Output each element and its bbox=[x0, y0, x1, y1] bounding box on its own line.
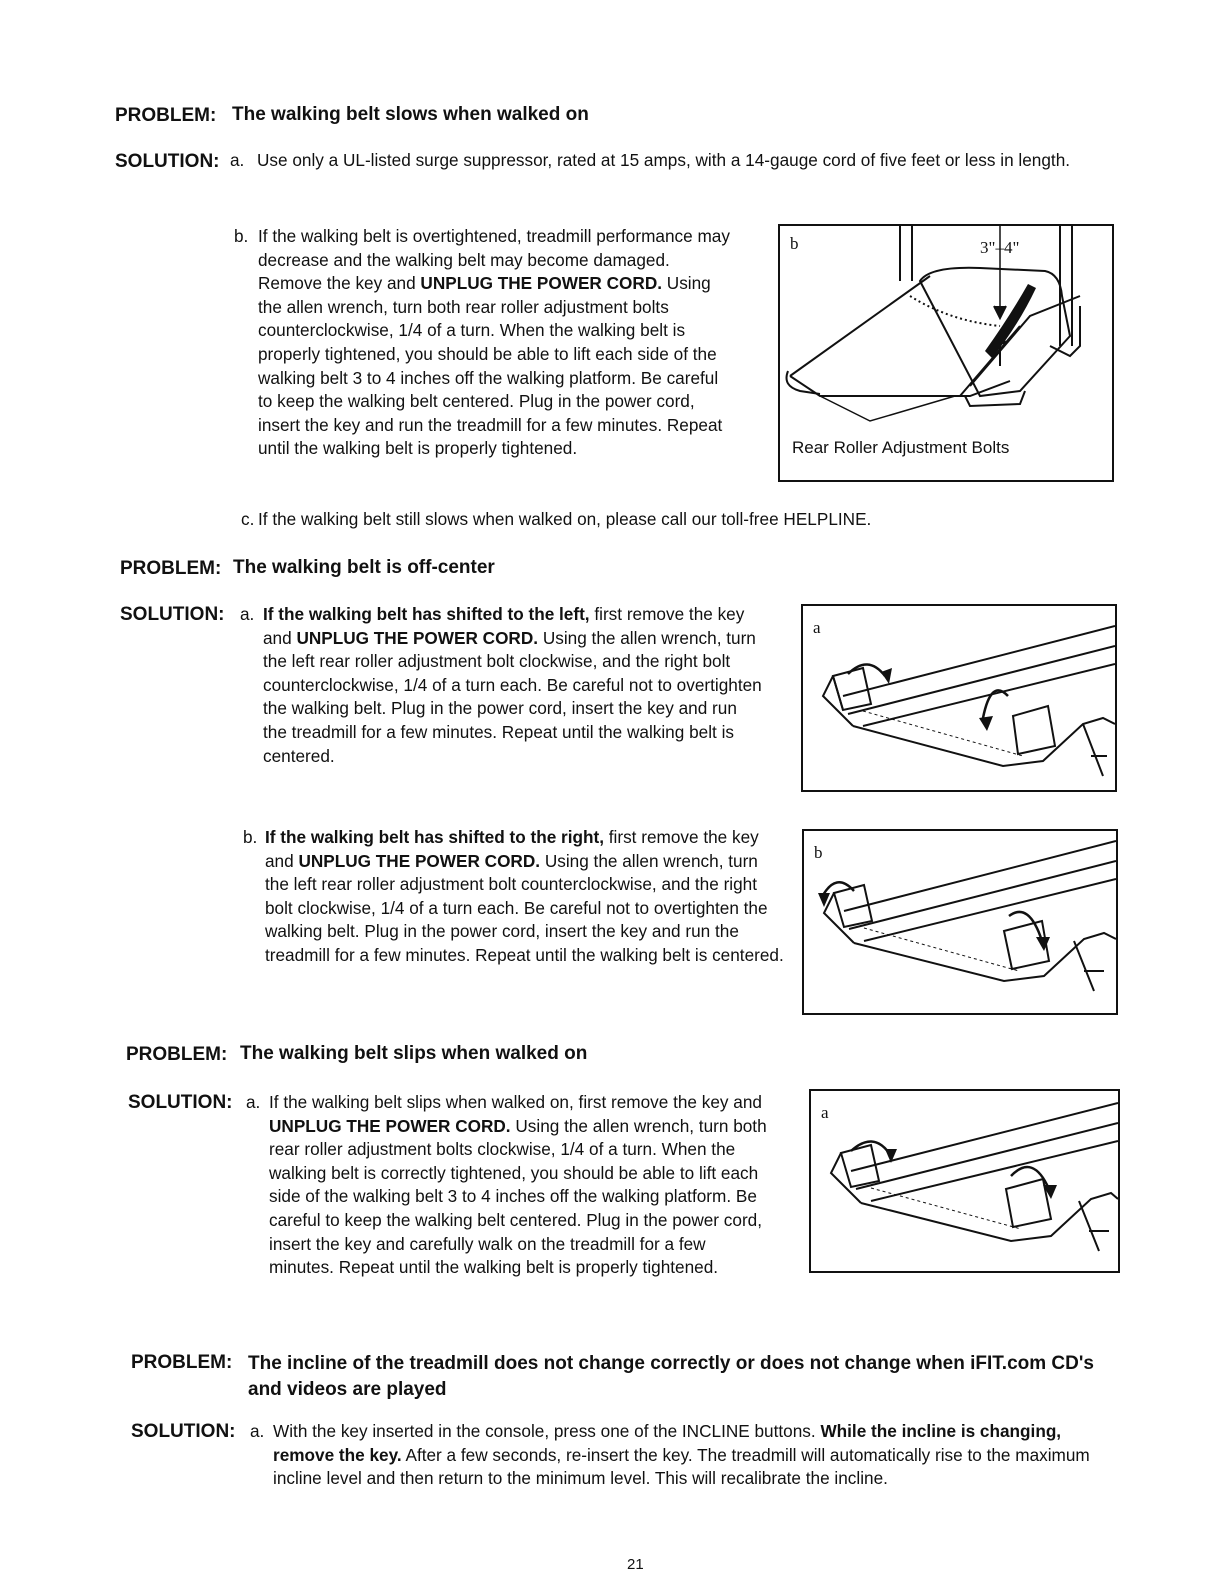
figure-caption: Rear Roller Adjustment Bolts bbox=[792, 438, 1010, 457]
figure-slip bbox=[809, 1089, 1120, 1273]
figure-measure: 3"–4" bbox=[980, 238, 1020, 257]
step-text-1c: If the walking belt still slows when walked on, please call our toll-free HELPLINE. bbox=[258, 509, 872, 529]
step-text-2b bbox=[265, 826, 785, 968]
step-letter-3a: a. bbox=[246, 1092, 261, 1112]
figure-rear-roller bbox=[778, 224, 1114, 482]
step-body-2a: first remove the key and UNPLUG THE POWER CORD. Using the allen wrench, turn the left rear roller adjustment bolt clockwise, and the right bolt counterclockwise, 1/4 of a turn each. Be careful not to overtighten the walking belt. Plug in the power cord, insert the key and run the treadmill for a few minutes. Repeat until the walking belt is centered. bbox=[263, 604, 762, 766]
step-text-1a: Use only a UL-listed surge suppressor, rated at 15 amps, with a 14-gauge cord of five feet or less in length. bbox=[257, 150, 1071, 170]
figure-shift-left bbox=[801, 604, 1117, 792]
roller-adjust-illustration-b bbox=[804, 831, 1116, 1013]
roller-adjust-illustration-a bbox=[803, 606, 1115, 790]
step-letter-2b: b. bbox=[243, 827, 258, 847]
problem-title-1: The walking belt slows when walked on bbox=[232, 104, 589, 125]
step-body-2b: first remove the key and UNPLUG THE POWER CORD. Using the allen wrench, turn the left rear roller adjustment bolt counterclockwise, and the right bolt clockwise, 1/4 of a turn each. Be careful not to overtighten the walking belt. Plug in the power cord, insert the key and run the treadmill for a few minutes. Repeat until the walking belt is centered. bbox=[265, 827, 784, 965]
page-number: 21 bbox=[627, 1556, 644, 1573]
step-letter-4a: a. bbox=[250, 1421, 265, 1441]
figure-shift-right bbox=[802, 829, 1118, 1015]
solution-label-4: SOLUTION: bbox=[131, 1421, 236, 1442]
step-letter-1c: c. bbox=[241, 509, 255, 529]
figure-letter: b bbox=[790, 234, 799, 253]
emphasis-text: While the incline is changing, remove the key. bbox=[273, 1421, 1062, 1465]
solution-label-1: SOLUTION: bbox=[115, 151, 220, 172]
problem-title-3: The walking belt slips when walked on bbox=[240, 1043, 588, 1064]
step-letter-2a: a. bbox=[240, 604, 255, 624]
step-letter-1b: b. bbox=[234, 226, 249, 246]
step-letter-1a: a. bbox=[230, 150, 245, 170]
treadmill-belt-tension-illustration bbox=[780, 226, 1112, 426]
step-lead-2a: If the walking belt has shifted to the left, bbox=[263, 604, 590, 624]
problem-label-1: PROBLEM: bbox=[115, 105, 217, 126]
step-text-4a: With the key inserted in the console, press one of the INCLINE buttons. While the incline is changing, remove the key. After a few seconds, re-insert the key. The treadmill will automatically rise to the maximum incline level and then return to the minimum level. This will recalibrate the incline. bbox=[273, 1421, 1090, 1489]
roller-adjust-illustration-c bbox=[811, 1091, 1118, 1271]
problem-label-4: PROBLEM: bbox=[131, 1352, 233, 1373]
step-text-2a bbox=[263, 603, 763, 768]
problem-label-3: PROBLEM: bbox=[126, 1044, 228, 1065]
emphasis-text: UNPLUG THE POWER CORD. bbox=[296, 627, 539, 648]
emphasis-text: UNPLUG THE POWER CORD. bbox=[298, 850, 541, 871]
emphasis-text: UNPLUG THE POWER CORD. bbox=[420, 273, 663, 294]
figure-letter: a bbox=[813, 618, 821, 637]
problem-label-2: PROBLEM: bbox=[120, 558, 222, 579]
emphasis-text: UNPLUG THE POWER CORD. bbox=[269, 1115, 511, 1136]
problem-title-2: The walking belt is off-center bbox=[233, 557, 495, 578]
step-lead-2b: If the walking belt has shifted to the right, bbox=[265, 827, 604, 847]
figure-letter: a bbox=[821, 1103, 829, 1122]
step-text-3a: If the walking belt slips when walked on, first remove the key and UNPLUG THE POWER CORD. Using the allen wrench, turn both rear roller adjustment bolts clockwise, 1/4 of a turn. When the walking belt is correctly tightened, you should be able to lift each side of the walking belt 3 to 4 inches off the walking platform. Be careful to keep the walking belt centered. Plug in the power cord, insert the key and carefully walk on the treadmill for a few minutes. Repeat until the walking belt is properly tightened. bbox=[269, 1092, 767, 1278]
solution-label-2: SOLUTION: bbox=[120, 604, 225, 625]
problem-title-4: The incline of the treadmill does not change correctly or does not change when iFIT.com CD's and videos are played bbox=[248, 1353, 1094, 1400]
step-text-1b: If the walking belt is overtightened, treadmill performance may decrease and the walking belt may become damaged. Remove the key and UNPLUG THE POWER CORD. Using the allen wrench, turn both rear roller adjustment bolts counterclockwise, 1/4 of a turn. When the walking belt is properly tightened, you should be able to lift each side of the walking belt 3 to 4 inches off the walking platform. Be careful to keep the walking belt centered. Plug in the power cord, insert the key and run the treadmill for a few minutes. Repeat until the walking belt is properly tightened. bbox=[258, 226, 730, 459]
solution-label-3: SOLUTION: bbox=[128, 1092, 233, 1113]
figure-letter: b bbox=[814, 843, 823, 862]
